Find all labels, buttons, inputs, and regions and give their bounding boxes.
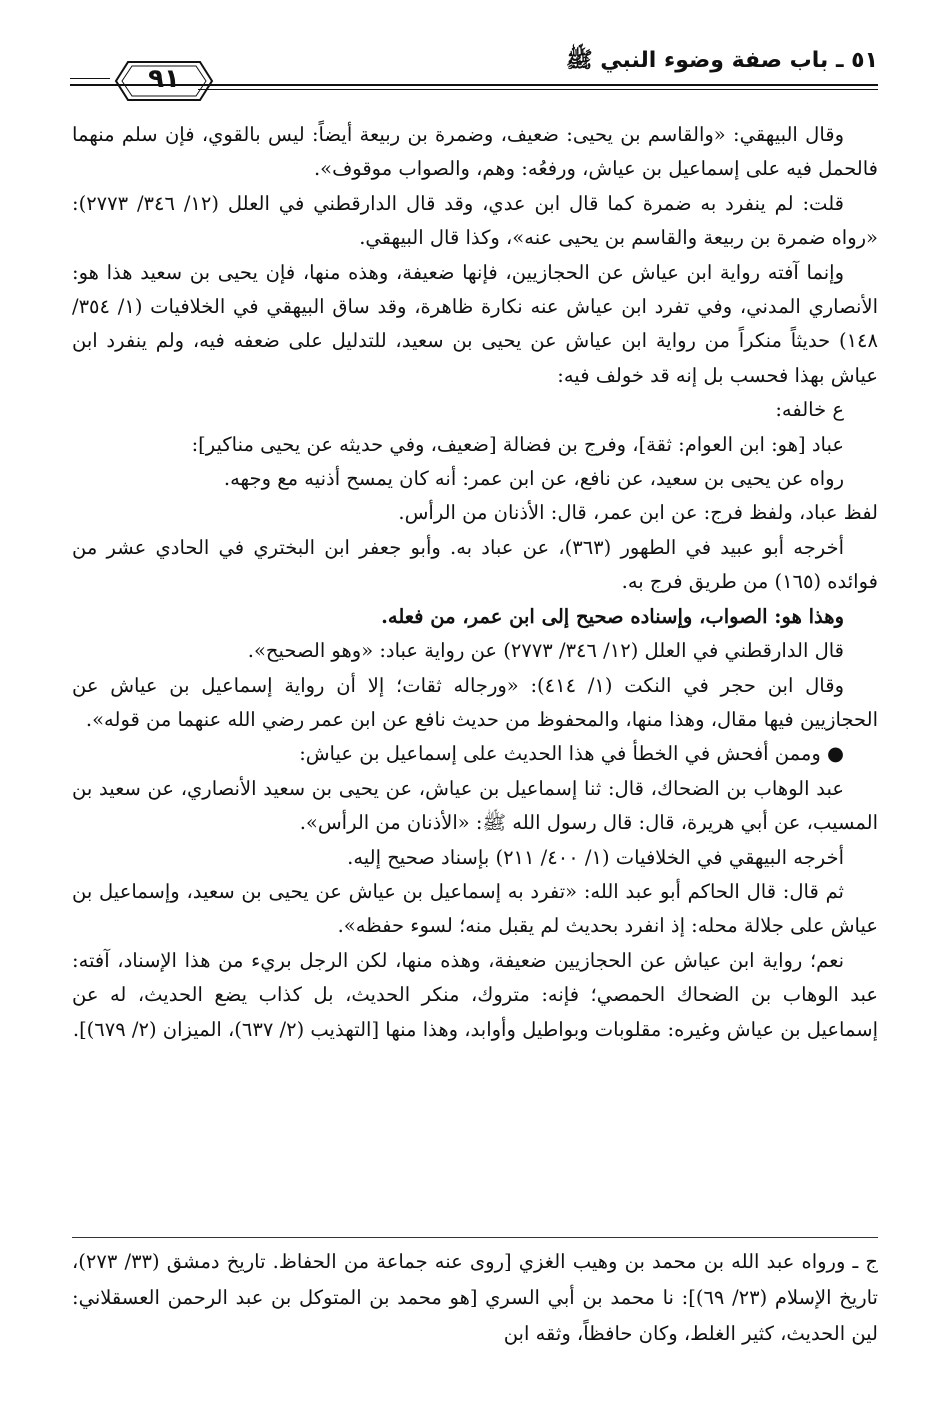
paragraph: ج ـ ورواه عبد الله بن محمد بن وهيب الغزي [روى عنه جماعة من الحفاظ. تاريخ دمشق (٣٣/ ٢٧٣)، تاريخ الإسلام (٢٣/ ٦٩)]: نا محمد بن أبي السري [هو محمد بن المتوكل بن عبد الرحمن العسقلاني: لين الحديث، كثير الغلط، وكان حافظاً، وثقه ابن [72, 1250, 878, 1345]
section-divider [72, 1237, 878, 1238]
page-number-frame [112, 58, 216, 104]
paragraph: ● وممن أفحش في الخطأ في هذا الحديث على إسماعيل بن عياش: [299, 742, 844, 766]
paragraph: عباد [هو: ابن العوام: ثقة]، وفرج بن فضالة [ضعيف، وفي حديثه عن يحيى مناكير]: [191, 432, 844, 456]
paragraph: وقال البيهقي: «والقاسم بن يحيى: ضعيف، وضمرة بن ربيعة أيضاً: ليس بالقوي، فإن سلم منهما فالحمل فيه على إسماعيل بن عياش، ورفعُه: وهم، والصواب موقوف». [72, 123, 878, 181]
paragraph: وقال ابن حجر في النكت (١/ ٤١٤): «ورجاله ثقات؛ إلا أن رواية إسماعيل بن عياش عن الحجازيين فيها مقال، وهذا منها، والمحفوظ من حديث نافع عن ابن عمر رضي الله عنهما من قوله». [72, 673, 878, 731]
main-text [72, 118, 878, 1047]
header-rule-left [70, 78, 110, 79]
paragraph: ثم قال: قال الحاكم أبو عبد الله: «تفرد به إسماعيل بن عياش عن يحيى بن سعيد، وإسماعيل بن عياش على جلالة محله: إذ انفرد بحديث لم يقبل منه؛ لسوء حفظه». [72, 879, 878, 938]
section-c [72, 1244, 878, 1352]
paragraph: وهذا هو: الصواب، وإسناده صحيح إلى ابن عمر، من فعله. [381, 604, 844, 628]
page-header [70, 36, 878, 106]
header-rule-left [70, 84, 110, 85]
paragraph: عبد الوهاب بن الضحاك، قال: ثنا إسماعيل بن عياش، عن يحيى بن سعيد الأنصاري، عن سعيد بن المسيب، عن أبي هريرة، قال: قال رسول الله ﷺ: «الأذنان من الرأس». [72, 776, 878, 835]
paragraph: أخرجه أبو عبيد في الطهور (٣٦٣)، عن عباد به. وأبو جعفر ابن البختري في الحادي عشر من فوائده (١٦٥) من طريق فرج به. [72, 535, 878, 594]
page-number: ٩١ [148, 64, 180, 94]
chapter-title: ٥١ ـ باب صفة وضوء النبي ﷺ [566, 48, 878, 73]
paragraph: نعم؛ رواية ابن عياش عن الحجازيين ضعيفة، وهذه منها، لكن الرجل بريء من هذا الإسناد، آفته: عبد الوهاب بن الضحاك الحمصي؛ فإنه: متروك، منكر الحديث، بل كذاب يضع الحديث، له عن إسماعيل بن عياش وغيره: مقلوبات وبواطيل وأوابد، وهذا منها [التهذيب (٢/ ٦٣٧)، الميزان (٢/ ٦٧٩)]. [72, 948, 878, 1041]
paragraph: ع خالفه: [775, 398, 844, 422]
paragraph: قال الدارقطني في العلل (١٢/ ٣٤٦/ ٢٧٧٣) عن رواية عباد: «وهو الصحيح». [247, 639, 844, 663]
header-rule-bottom [198, 89, 878, 90]
paragraph: أخرجه البيهقي في الخلافيات (١/ ٤٠٠/ ٢١١) بإسناد صحيح إليه. [347, 845, 844, 869]
paragraph: لفظ عباد، ولفظ فرج: عن ابن عمر، قال: الأذنان من الرأس. [398, 501, 878, 525]
paragraph: وإنما آفته رواية ابن عياش عن الحجازيين، فإنها ضعيفة، وهذه منها، فإن يحيى بن سعيد هذا هو: الأنصاري المدني، وفي تفرد ابن عياش عنه نكارة ظاهرة، وقد ساق البيهقي في الخلافيات (١/ ٣٥٤/ ١٤٨) حديثاً منكراً من رواية ابن عياش عن يحيى بن سعيد، للتدليل على ضعفه فيه، ولم ينفرد ابن عياش بهذا فحسب بل إنه قد خولف فيه: [72, 260, 878, 387]
paragraph: قلت: لم ينفرد به ضمرة كما قال ابن عدي، وقد قال الدارقطني في العلل (١٢/ ٣٤٦/ ٢٧٧٣): «رواه ضمرة بن ربيعة والقاسم بن يحيى عنه»، وكذا قال البيهقي. [72, 191, 878, 250]
paragraph: رواه عن يحيى بن سعيد، عن نافع، عن ابن عمر: أنه كان يمسح أذنيه مع وجهه. [223, 467, 844, 491]
